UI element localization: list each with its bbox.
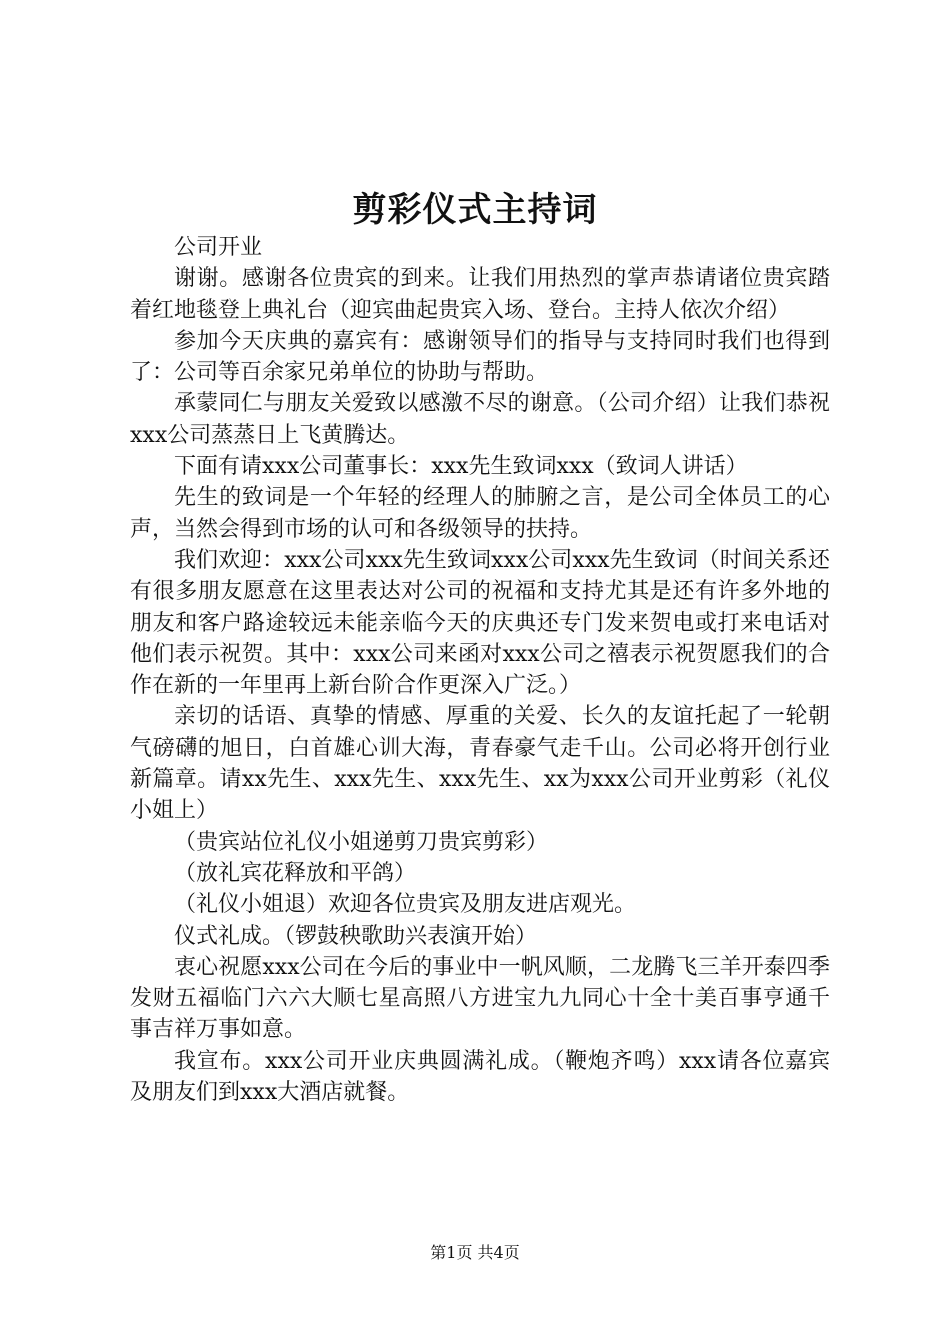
paragraph: 衷心祝愿xxx公司在今后的事业中一帆风顺，二龙腾飞三羊开泰四季发财五福临门六六大顺七星高照八方进宝九九同心十全十美百事亨通千事吉祥万事如意。 — [130, 954, 830, 1043]
document-title: 剪彩仪式主持词 — [352, 190, 598, 230]
paragraph: 谢谢。感谢各位贵宾的到来。让我们用热烈的掌声恭请诸位贵宾踏着红地毯登上典礼台（迎宾曲起贵宾入场、登台。主持人依次介绍） — [130, 266, 830, 323]
paragraph: 公司开业 — [174, 235, 263, 260]
document-body — [130, 232, 830, 1108]
paragraph: 参加今天庆典的嘉宾有：感谢领导们的指导与支持同时我们也得到了：公司等百余家兄弟单位的协助与帮助。 — [130, 328, 830, 386]
paragraph: 我们欢迎：xxx公司xxx先生致词xxx公司xxx先生致词（时间关系还有很多朋友愿意在这里表达对公司的祝福和支持尤其是还有许多外地的朋友和客户路途较远未能亲临今天的庆典还专门发来贺电或打来电话对他们表示祝贺。其中：xxx公司来函对xxx公司之禧表示祝贺愿我们的合作在新的一年里再上新台阶合作更深入广泛。） — [130, 547, 830, 699]
paragraph: 先生的致词是一个年轻的经理人的肺腑之言，是公司全体员工的心声，当然会得到市场的认可和各级领导的扶持。 — [130, 485, 830, 542]
paragraph: 我宣布。xxx公司开业庆典圆满礼成。（鞭炮齐鸣）xxx请各位嘉宾及朋友们到xxx大酒店就餐。 — [130, 1048, 830, 1106]
paragraph: （贵宾站位礼仪小姐递剪刀贵宾剪彩） — [174, 829, 549, 855]
paragraph: （礼仪小姐退）欢迎各位贵宾及朋友进店观光。 — [174, 892, 637, 918]
paragraph: 亲切的话语、真挚的情感、厚重的关爱、长久的友谊托起了一轮朝气磅礴的旭日，白首雄心训大海，青春豪气走千山。公司必将开创行业新篇章。请xx先生、xxx先生、xxx先生、xx为xxx公司开业剪彩（礼仪小姐上） — [130, 704, 830, 824]
paragraph: 下面有请xxx公司董事长：xxx先生致词xxx（致词人讲话） — [174, 454, 748, 480]
paragraph: 仪式礼成。（锣鼓秧歌助兴表演开始） — [174, 923, 538, 949]
paragraph: （放礼宾花释放和平鸽） — [174, 860, 417, 886]
page-number-footer: 第1页 共4页 — [430, 1243, 520, 1262]
paragraph: 承蒙同仁与朋友关爱致以感激不尽的谢意。（公司介绍）让我们恭祝xxx公司蒸蒸日上飞黄腾达。 — [130, 391, 830, 448]
